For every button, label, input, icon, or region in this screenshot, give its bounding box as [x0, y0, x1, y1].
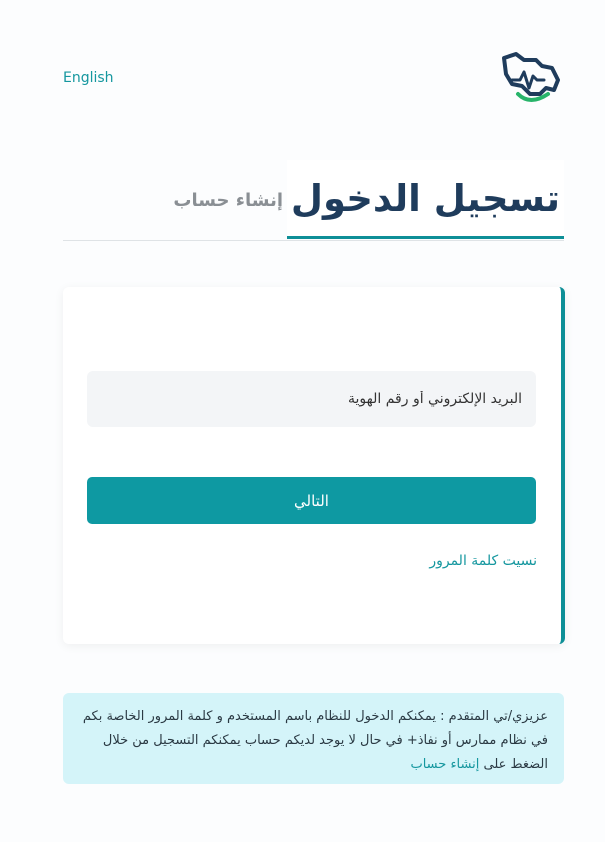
- auth-tabs: [63, 160, 564, 241]
- next-button[interactable]: التالي: [87, 477, 536, 524]
- tab-login-label: تسجيل الدخول: [290, 176, 561, 220]
- login-card: [63, 287, 565, 644]
- info-notice-text: عزيزي/تي المتقدم : يمكنكم الدخول للنظام باسم المستخدم و كلمة المرور الخاصة بكم في نظام ممارس أو نفاذ+ في حال لا يوجد لديكم حساب يمكنكم التسجيل من خلال الضغط على: [82, 709, 548, 772]
- info-notice: [63, 693, 564, 784]
- info-register-link[interactable]: إنشاء حساب: [410, 757, 480, 772]
- tab-register-label: إنشاء حساب: [173, 189, 283, 211]
- email-or-id-input[interactable]: [87, 371, 536, 427]
- tab-login[interactable]: [287, 160, 564, 239]
- language-switch-link[interactable]: English: [63, 70, 114, 86]
- heartbeat-map-logo-icon: [496, 50, 562, 106]
- tab-register[interactable]: [163, 160, 283, 240]
- forgot-password-link[interactable]: نسيت كلمة المرور: [429, 553, 537, 569]
